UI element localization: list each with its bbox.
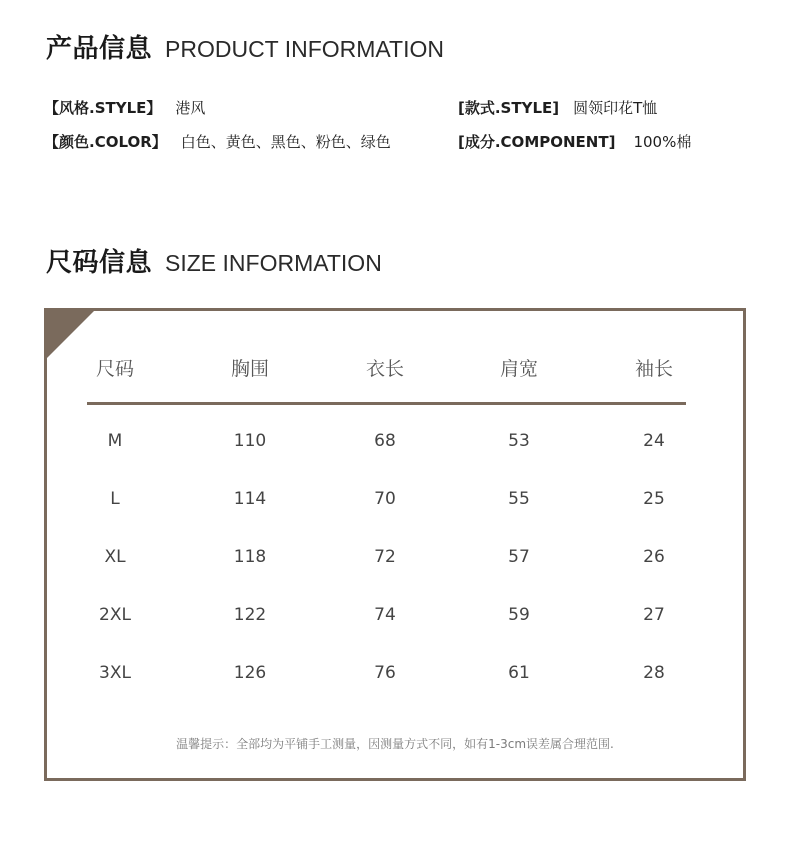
cell-sleeve: 26 [643, 547, 665, 567]
cell-chest: 122 [233, 605, 267, 625]
size-info-title-cn: 尺码信息 [46, 248, 153, 278]
cell-chest: 126 [233, 663, 267, 683]
component-label: [成分.COMPONENT] [458, 133, 616, 151]
header-shoulder: 肩宽 [499, 358, 539, 380]
color-label: 【颜色.COLOR】 [44, 133, 167, 151]
style-value: 港风 [175, 99, 206, 117]
cut-value: 圆领印花T恤 [573, 99, 658, 117]
header-sleeve: 袖长 [634, 358, 674, 380]
style-label: 【风格.STYLE】 [44, 99, 162, 117]
cut-info [458, 97, 657, 118]
color-info [44, 131, 391, 152]
header-divider [87, 402, 686, 405]
cell-length: 76 [374, 663, 396, 683]
corner-decoration [47, 311, 94, 358]
cell-size: XL [104, 547, 126, 567]
cell-shoulder: 57 [508, 547, 530, 567]
cell-length: 74 [374, 605, 396, 625]
cell-size: M [107, 431, 123, 451]
cell-chest: 110 [233, 431, 267, 451]
color-value: 白色、黄色、黑色、粉色、绿色 [180, 133, 391, 151]
component-info [458, 131, 691, 152]
cell-sleeve: 28 [643, 663, 665, 683]
cell-length: 68 [374, 431, 396, 451]
size-info-heading [46, 242, 382, 279]
size-info-title-en: SIZE INFORMATION [165, 250, 382, 276]
cell-length: 72 [374, 547, 396, 567]
cut-label: [款式.STYLE] [458, 99, 560, 117]
cell-size: 3XL [99, 663, 131, 683]
cell-length: 70 [374, 489, 396, 509]
cell-sleeve: 27 [643, 605, 665, 625]
component-value: 100%棉 [633, 133, 692, 151]
product-info-heading [46, 28, 444, 65]
product-info-title-cn: 产品信息 [46, 34, 153, 64]
cell-shoulder: 55 [508, 489, 530, 509]
style-info [44, 97, 205, 118]
cell-sleeve: 25 [643, 489, 665, 509]
cell-shoulder: 53 [508, 431, 530, 451]
cell-shoulder: 61 [508, 663, 530, 683]
cell-sleeve: 24 [643, 431, 665, 451]
cell-chest: 114 [233, 489, 267, 509]
product-info-title-en: PRODUCT INFORMATION [165, 36, 444, 62]
measurement-note: 温馨提示：全部均为平铺手工测量，因测量方式不同，如有1-3cm误差属合理范围. [176, 737, 614, 751]
cell-size: L [110, 489, 120, 509]
header-length: 衣长 [365, 358, 405, 380]
header-chest: 胸围 [230, 358, 270, 380]
header-size: 尺码 [95, 358, 135, 380]
size-table [44, 308, 746, 781]
cell-shoulder: 59 [508, 605, 530, 625]
cell-size: 2XL [99, 605, 131, 625]
cell-chest: 118 [233, 547, 267, 567]
